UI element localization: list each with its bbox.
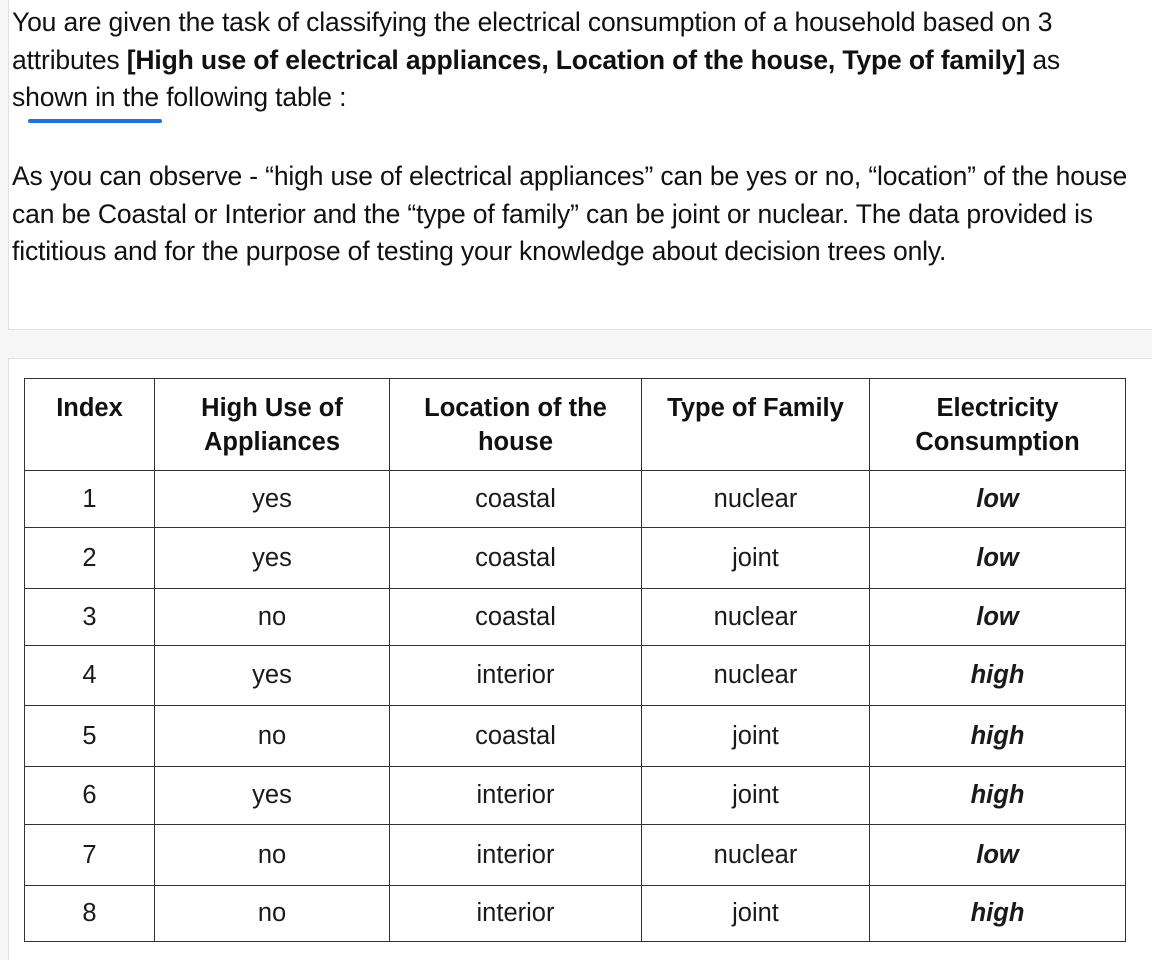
cell-high-use: yes (155, 471, 390, 528)
cell-family-type: joint (642, 767, 870, 825)
cell-index: 5 (25, 706, 155, 767)
intro-text-end: as shown in the following table : (12, 44, 1061, 112)
cell-high-use: yes (155, 767, 390, 825)
cell-consumption: high (870, 646, 1126, 706)
header-family-type: Type of Family (642, 379, 870, 471)
cell-family-type: joint (642, 886, 870, 942)
header-index: Index (25, 379, 155, 471)
cell-high-use: no (155, 706, 390, 767)
cell-high-use: yes (155, 646, 390, 706)
cell-consumption: low (870, 825, 1126, 886)
cell-family-type: nuclear (642, 646, 870, 706)
cell-consumption: low (870, 528, 1126, 589)
cell-high-use: no (155, 589, 390, 646)
cell-location: coastal (390, 589, 642, 646)
table-row (25, 528, 1126, 589)
cell-family-type: nuclear (642, 825, 870, 886)
table-row (25, 706, 1126, 767)
cell-high-use: no (155, 825, 390, 886)
intro-text-start: You are given the task of classifying the electrical consumption of a household based on 3 attributes (12, 7, 1053, 75)
header-location: Location of the house (390, 379, 642, 471)
attributes-bold-text: [High use of electrical appliances, Location of the house, Type of family] (126, 44, 1026, 75)
cell-location: interior (390, 646, 642, 706)
cell-index: 3 (25, 589, 155, 646)
table-row (25, 886, 1126, 942)
cell-location: interior (390, 767, 642, 825)
cell-location: coastal (390, 528, 642, 589)
cell-index: 8 (25, 886, 155, 942)
table-row (25, 471, 1126, 528)
data-table (24, 378, 1126, 942)
spellcheck-underline[interactable] (28, 119, 162, 123)
cell-index: 7 (25, 825, 155, 886)
intro-paragraph (12, 4, 1137, 117)
header-consumption: Electricity Consumption (870, 379, 1126, 471)
table-header-row (25, 379, 1126, 471)
cell-index: 1 (25, 471, 155, 528)
table-row (25, 825, 1126, 886)
cell-consumption: low (870, 471, 1126, 528)
cell-location: interior (390, 825, 642, 886)
cell-family-type: joint (642, 528, 870, 589)
cell-index: 2 (25, 528, 155, 589)
cell-high-use: yes (155, 528, 390, 589)
cell-family-type: nuclear (642, 589, 870, 646)
table-row (25, 589, 1126, 646)
cell-location: coastal (390, 706, 642, 767)
cell-consumption: high (870, 706, 1126, 767)
cell-family-type: nuclear (642, 471, 870, 528)
cell-location: coastal (390, 471, 642, 528)
cell-consumption: high (870, 886, 1126, 942)
cell-family-type: joint (642, 706, 870, 767)
header-high-use: High Use of Appliances (155, 379, 390, 471)
cell-consumption: high (870, 767, 1126, 825)
cell-high-use: no (155, 886, 390, 942)
cell-location: interior (390, 886, 642, 942)
cell-consumption: low (870, 589, 1126, 646)
table-row (25, 767, 1126, 825)
cell-index: 6 (25, 767, 155, 825)
table-row (25, 646, 1126, 706)
observation-paragraph: As you can observe - “high use of electrical appliances” can be yes or no, “location” of the house can be Coastal or Interior and the “type of family” can be joint or nuclear. The data provided is fictitious and for the purpose of testing your knowledge about decision trees only. (12, 161, 1128, 266)
cell-index: 4 (25, 646, 155, 706)
